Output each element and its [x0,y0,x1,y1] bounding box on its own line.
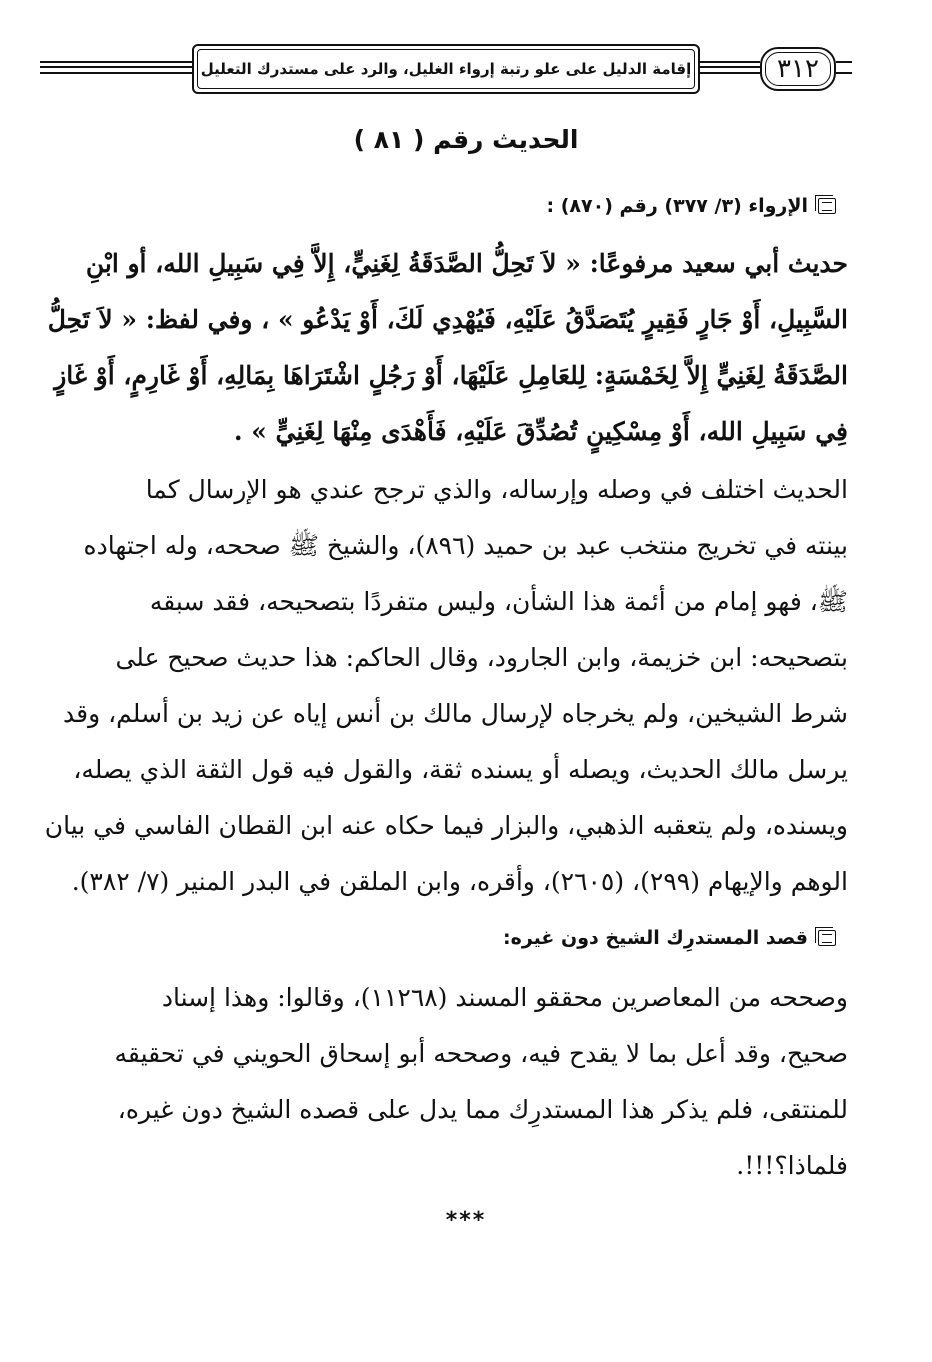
text-line: بتصحيحه: ابن خزيمة، وابن الجارود، وقال الحاكم: هذا حديث صحيح على [115,643,848,672]
text-line: ﷺ، فهو إمام من أئمة هذا الشأن، وليس متفردًا بتصحيحه، فقد سبقه [149,587,848,616]
page-number: ٣١٢ [777,54,819,84]
header-rule-left [40,61,192,74]
text-line: الصَّدَقَةُ لِغَنِيٍّ إِلاَّ لِخَمْسَةٍ: لِلعَامِلِ عَلَيْهَا، أَوْ رَجُلٍ اشْتَرَاهَا بِمَالِهِ، أَوْ غَارِمٍ، أَوْ غَازٍ [54,361,848,390]
text-line: يرسل مالك الحديث، ويصله أو يسنده ثقة، والقول فيه قول الثقة الذي يصله، [73,755,848,784]
text-line: للمنتقى، فلم يذكر هذا المستدرِك مما يدل على قصده الشيخ دون غيره، [117,1095,848,1124]
text-line: الحديث اختلف في وصله وإرساله، والذي ترجح عندي هو الإرسال كما [145,475,848,504]
irwa-reference-heading-text: الإرواء (٣/ ٣٧٧) رقم (٨٧٠) : [546,195,808,217]
text-line: الوهم والإيهام (٢٩٩)، (٢٦٠٥)، وأقره، وابن الملقن في البدر المنير (٧/ ٣٨٢). [71,867,848,896]
conclusion-paragraph [82,970,848,1194]
header-rule-middle [700,61,760,74]
text-line: بينته في تخريج منتخب عبد بن حميد (٨٩٦)، والشيخ ﷺ صححه، وله اجتهاده [83,531,848,560]
text-line: حديث أبي سعيد مرفوعًا: « لاَ تَحِلُّ الصَّدَقَةُ لِغَنِيٍّ، إِلاَّ فِي سَبِيلِ الله، أو ابْنِ [85,249,848,278]
text-line: فلماذا؟!!!. [736,1151,848,1180]
text-line: شرط الشيخين، ولم يخرجاه لإرسال مالك بن أنس إياه عن زيد بن أسلم، وقد [63,699,848,728]
mustadrik-intent-heading [503,927,836,949]
running-title: إقامة الدليل على علو رتبة إرواء الغليل، والرد على مستدرك التعليل [200,60,692,78]
book-icon [818,198,836,214]
discussion-paragraph [44,462,848,910]
text-line: السَّبِيلِ، أَوْ جَارٍ فَقِيرٍ يُتَصَدَّقُ عَلَيْهِ، فَيُهْدِي لَكَ، أَوْ يَدْعُو » ، وفي لفظ: « لاَ تَحِلُّ [47,305,848,334]
hadith-title: الحديث رقم ( ٨١ ) [353,125,579,154]
irwa-reference-heading [547,195,836,217]
book-icon [818,930,836,946]
header-rule-right [836,61,852,74]
hadith-text [47,236,848,460]
text-line: فِي سَبِيلِ الله، أَوْ مِسْكِينٍ تُصُدِّقَ عَلَيْهِ، فَأَهْدَى مِنْهَا لِغَنِيٍّ » . [233,417,848,446]
text-line: ويسنده، ولم يتعقبه الذهبي، والبزار فيما حكاه عنه ابن القطان الفاسي في بيان [44,811,848,840]
mustadrik-intent-heading-text: قصد المستدرِك الشيخ دون غيره: [503,927,808,949]
section-separator: *** [445,1208,487,1233]
text-line: وصححه من المعاصرين محققو المسند (١١٢٦٨)، وقالوا: وهذا إسناد [161,983,848,1012]
running-title-frame [192,44,700,94]
text-line: صحيح، وقد أعل بما لا يقدح فيه، وصححه أبو إسحاق الحويني في تحقيقه [114,1039,848,1068]
page-number-frame [760,47,836,91]
